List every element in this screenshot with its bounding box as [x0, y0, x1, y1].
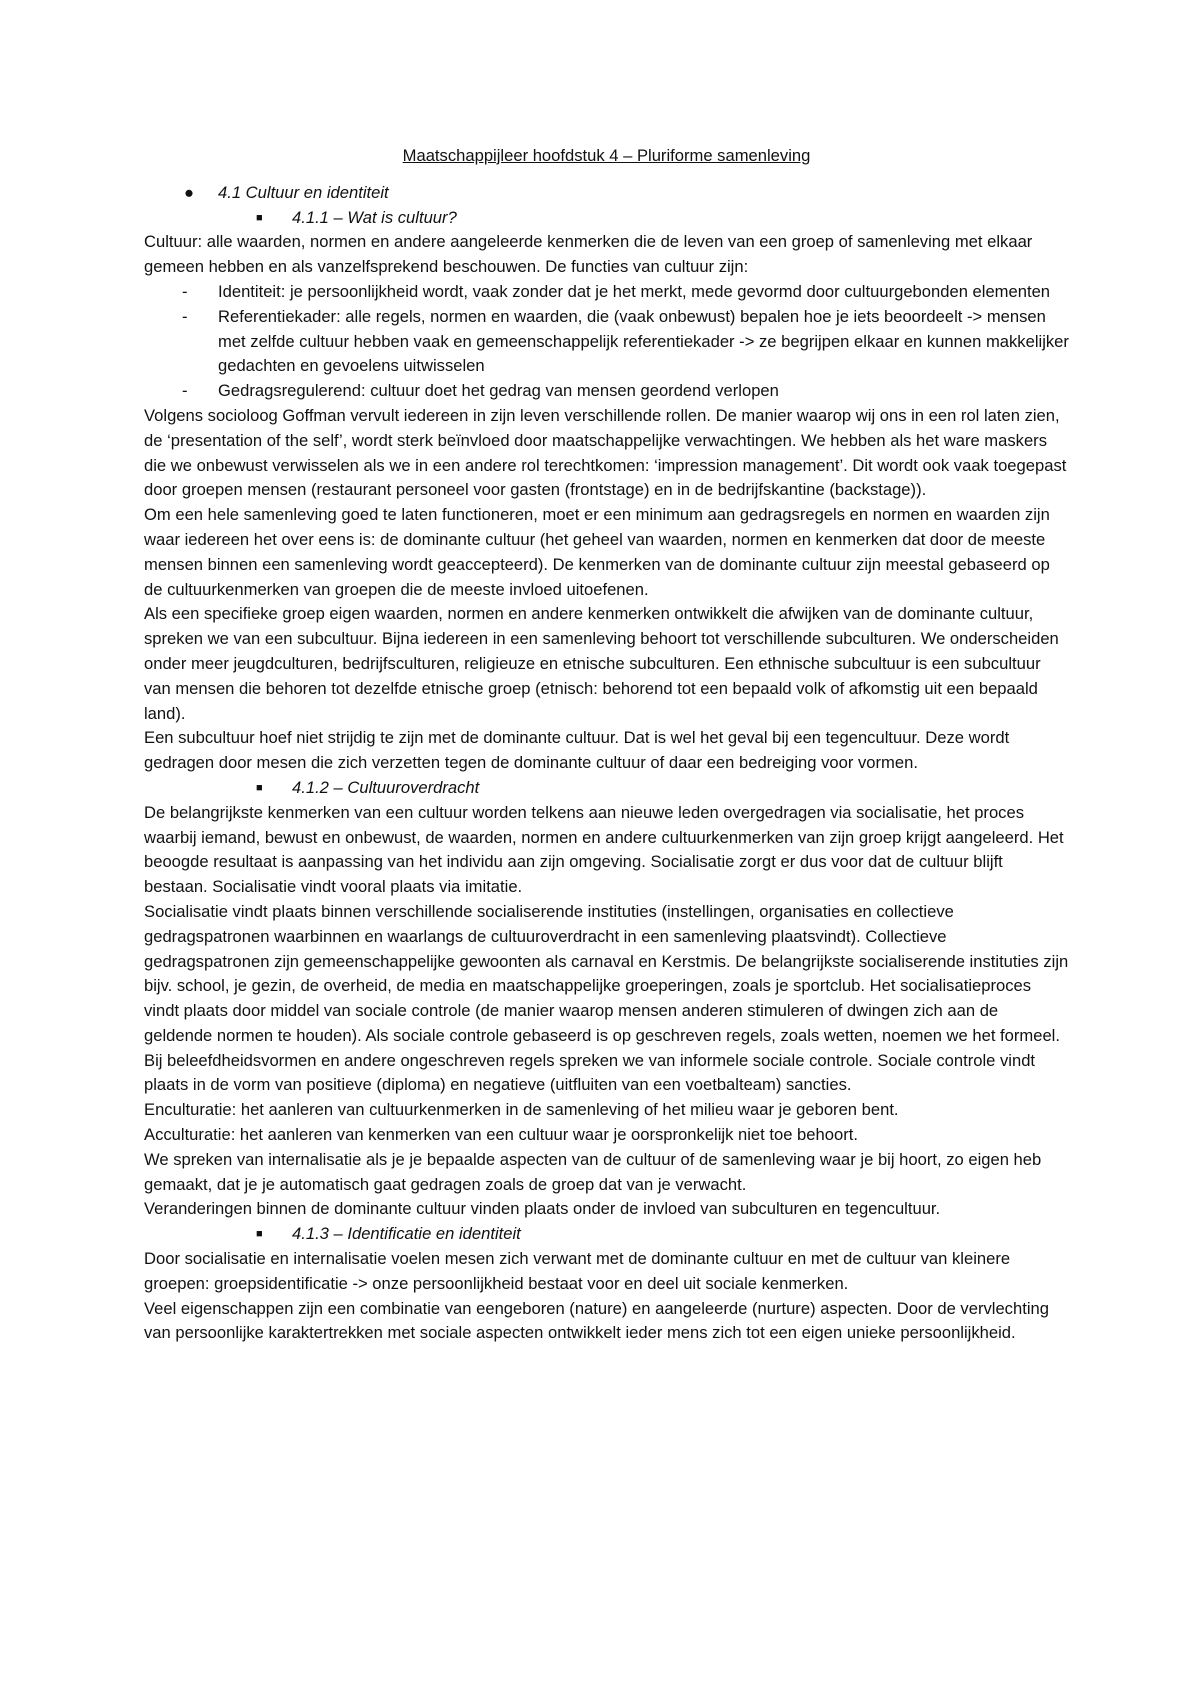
paragraph-acculturatie: Acculturatie: het aanleren van kenmerken van een cultuur waar je oorspronkelijk niet toe behoort. — [144, 1125, 858, 1145]
subsection-heading — [144, 776, 1069, 801]
paragraph-identificatie: Door socialisatie en internalisatie voelen mesen zich verwant met de dominante cultuur en met de cultuur van kleinere groepen: groepsidentificatie -> onze persoonlijkheid bestaat voor en deel uit sociale kenmerken. — [144, 1249, 1011, 1293]
paragraph-goffman: Volgens socioloog Goffman vervult iedereen in zijn leven verschillende rollen. De manier waarop wij ons in een rol laten zien, de ‘presentation of the self’, wordt sterk beïnvloed door maatschappelijke verwachtingen. We hebben als het ware maskers die we onbewust verwisselen als we in een andere rol terechtkomen: ‘impression management’. Dit wordt ook vaak toegepast door groepen mensen (restaurant personeel voor gasten (frontstage) en in de bedrijfskantine (backstage)). — [144, 405, 1067, 500]
list-item-text: Identiteit: je persoonlijkheid wordt, vaak zonder dat je het merkt, mede gevormd door cultuurgebonden elementen — [218, 281, 1051, 301]
document-title: Maatschappijleer hoofdstuk 4 – Pluriforme samenleving — [402, 146, 811, 165]
dash-marker: - — [182, 306, 188, 326]
bullet-square-icon: ■ — [256, 211, 263, 224]
subsection-heading-label: 4.1.2 – Cultuuroverdracht — [292, 777, 480, 797]
paragraph-internalisatie: We spreken van internalisatie als je je bepaalde aspecten van de cultuur of de samenleving waar je bij hoort, zo eigen heb gemaakt, dat je je automatisch gaat gedragen zoals de groep dat van je verwacht. — [144, 1149, 1042, 1194]
paragraph-veranderingen: Veranderingen binnen de dominante cultuur vinden plaats onder de invloed van subculturen en tegencultuur. — [144, 1199, 941, 1219]
dash-marker: - — [182, 281, 188, 301]
paragraph-cultuuroverdracht: De belangrijkste kenmerken van een cultuur worden telkens aan nieuwe leden overgedragen via socialisatie, het proces waarbij iemand, bewust en onbewust, de waarden, normen en andere cultuurkenmerken van zijn groep krijgt aangeleerd. Het beoogde resultaat is aanpassing van het individu aan zijn omgeving. Socialisatie zorgt er dus voor dat de cultuur blijft bestaan. Socialisatie vindt vooral plaats via imitatie. — [144, 802, 1064, 897]
document-body — [144, 144, 1069, 1346]
section-heading — [144, 181, 1069, 206]
subsection-heading-label: 4.1.3 – Identificatie en identiteit — [292, 1224, 521, 1244]
paragraph-instituties: Socialisatie vindt plaats binnen verschillende socialiserende instituties (instellingen, organisaties en collectieve gedragspatronen waarbinnen en waarlangs de cultuuroverdracht in een samenleving plaatsvindt). Collectieve gedragspatronen zijn gemeenschappelijke gewoonten als carnaval en Kerstmis. De belangrijkste socialiserende instituties zijn bijv. school, je gezin, de overheid, de media en maatschappelijke groeperingen, zoals je sportclub. Het socialisatieproces vindt plaats door middel van sociale controle (de manier waarop mensen anderen stimuleren of dwingen zich aan de geldende normen te houden). Als sociale controle gebaseerd is op geschreven regels, zoals wetten, noemen we het formeel. Bij beleefdheidsvormen en andere ongeschreven regels spreken we van informele sociale controle. Sociale controle vindt plaats in de vorm van positieve (diploma) en negatieve (uitfluiten van een voetbalteam) sancties. — [144, 901, 1069, 1095]
subsection-heading — [144, 1222, 1069, 1247]
dash-marker: - — [182, 381, 188, 401]
paragraph-dominante-cultuur: Om een hele samenleving goed te laten functioneren, moet er een minimum aan gedragsregels en normen en waarden zijn waar iedereen het over eens is: de dominante cultuur (het geheel van waarden, normen en kenmerken dat door de meeste mensen binnen een samenleving wordt geaccepteerd). De kenmerken van de dominante cultuur zijn meestal gebaseerd op de cultuurkenmerken van groepen die de meeste invloed uitoefenen. — [144, 505, 1050, 599]
paragraph-subcultuur: Als een specifieke groep eigen waarden, normen en andere kenmerken ontwikkelt die afwijken van de dominante cultuur, spreken we van een subcultuur. Bijna iedereen in een samenleving behoort tot verschillende subculturen. We onderscheiden onder meer jeugdculturen, bedrijfsculturen, religieuze en etnische subculturen. Een ethnische subcultuur is een subcultuur van mensen die behoren tot dezelfde etnische groep (etnisch: behorend tot een bepaald volk of afkomstig uit een bepaald land). — [144, 604, 1059, 723]
bullet-square-icon: ■ — [256, 781, 263, 794]
subsection-heading — [144, 206, 1069, 231]
paragraph-enculturatie: Enculturatie: het aanleren van cultuurkenmerken in de samenleving of het milieu waar je geboren bent. — [144, 1100, 899, 1120]
list-item — [144, 280, 1069, 305]
subsection-heading-label: 4.1.1 – Wat is cultuur? — [292, 207, 457, 227]
paragraph-tegencultuur: Een subcultuur hoef niet strijdig te zijn met de dominante cultuur. Dat is wel het geval bij een tegencultuur. Deze wordt gedragen door mesen die zich verzetten tegen de dominante cultuur of daar een bedreiging voor vormen. — [144, 728, 1010, 773]
list-item-text: Referentiekader: alle regels, normen en waarden, die (vaak onbewust) bepalen hoe je iets beoordeelt -> mensen met zelfde cultuur hebben vaak en gemeenschappelijk referentiekader -> ze begrijpen elkaar en kunnen makkelijker gedachten en gevoelens uitwisselen — [218, 306, 1069, 376]
paragraph-cultuur: Cultuur: alle waarden, normen en andere aangeleerde kenmerken die de leven van een groep of samenleving met elkaar gemeen hebben en als vanzelfsprekend beschouwen. De functies van cultuur zijn: — [144, 232, 1033, 277]
list-item-text: Gedragsregulerend: cultuur doet het gedrag van mensen geordend verlopen — [218, 381, 779, 401]
bullet-square-icon: ■ — [256, 1228, 263, 1241]
section-heading-label: 4.1 Cultuur en identiteit — [218, 182, 389, 202]
list-item — [144, 379, 1069, 404]
list-item — [144, 305, 1069, 379]
bullet-disc-icon: ● — [184, 182, 195, 202]
paragraph-nature-nurture: Veel eigenschappen zijn een combinatie van eengeboren (nature) en aangeleerde (nurture) aspecten. Door de vervlechting van persoonlijke karaktertrekken met sociale aspecten ontwikkelt ieder mens zich tot een eigen unieke persoonlijkheid. — [144, 1298, 1049, 1343]
